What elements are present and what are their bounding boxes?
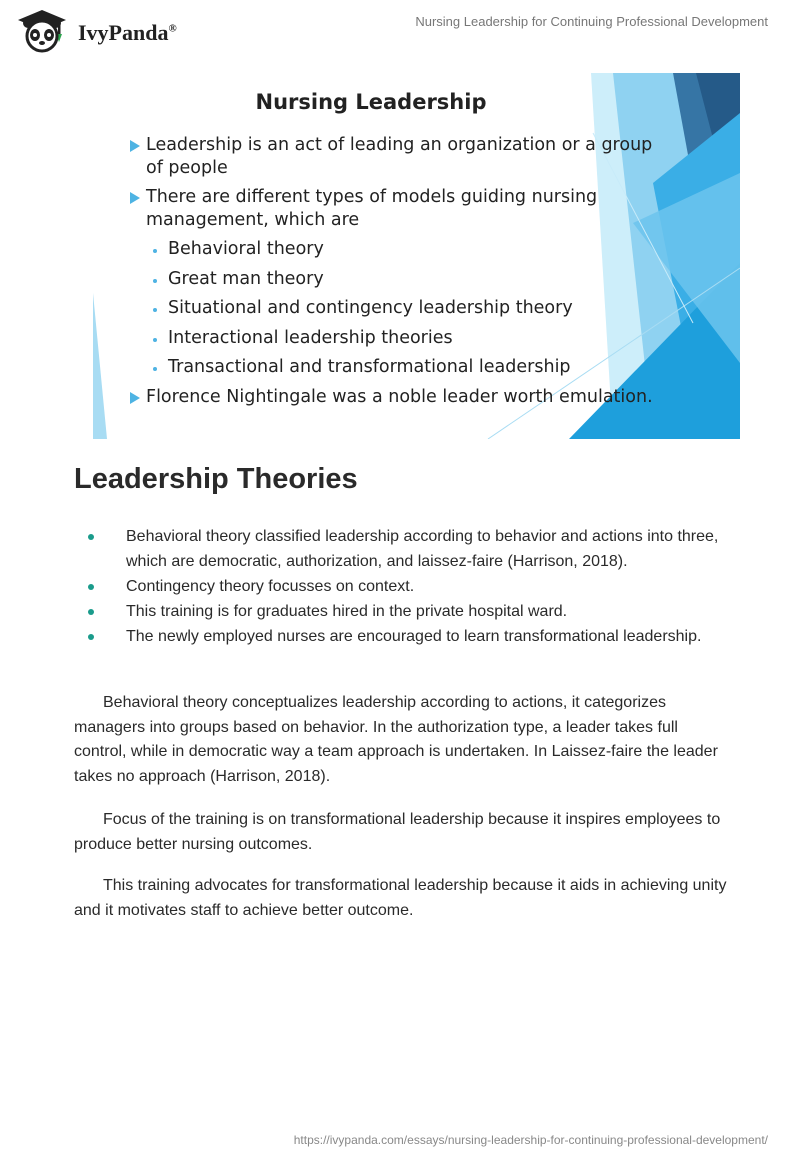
body-paragraph: Behavioral theory conceptualizes leadership according to actions, it categorizes managers into groups based on behavior. In the authorization type, a leader takes full control, while in democratic way a team approach is undertaken. In Laissez-faire the leader takes no approach (Harrison, 2018).: [74, 694, 718, 785]
slide-sub-bullet-dot: [153, 279, 157, 283]
body-paragraph: This training advocates for transformational leadership because it aids in achieving unity and it motivates staff to achieve better outcome.: [74, 877, 727, 919]
slide-line: Florence Nightingale was a noble leader worth emulation.: [146, 387, 653, 407]
bullet-dot-icon: [88, 609, 94, 615]
slide-title: Nursing Leadership: [255, 90, 487, 114]
slide-line: Interactional leadership theories: [168, 328, 453, 348]
slide-sub-bullet-dot: [153, 338, 157, 342]
slide-line: management, which are: [146, 210, 360, 230]
slide-bullet-arrow-icon: [130, 140, 140, 152]
document-title: Nursing Leadership for Continuing Professional Development: [415, 14, 768, 29]
slide-bullet-arrow-icon: [130, 392, 140, 404]
list-item: Contingency theory focusses on context.: [74, 574, 734, 599]
slide-line: Behavioral theory: [168, 239, 324, 259]
panda-mortarboard-icon: [14, 8, 70, 54]
logo-wordmark: IvyPanda®: [78, 20, 177, 45]
list-item: This training is for graduates hired in the private hospital ward.: [74, 599, 734, 624]
slide-line: Leadership is an act of leading an organization or a group: [146, 135, 653, 155]
slide-sub-bullet-dot: [153, 249, 157, 253]
section-heading: Leadership Theories: [74, 463, 358, 495]
slide-line: Situational and contingency leadership theory: [168, 298, 573, 318]
slide-bullet-arrow-icon: [130, 192, 140, 204]
body-paragraph: Focus of the training is on transformational leadership because it inspires employees to produce better nursing outcomes.: [74, 811, 721, 853]
slide-line: of people: [146, 158, 228, 178]
slide-image: [93, 73, 740, 439]
slide-line: There are different types of models guiding nursing: [146, 187, 598, 207]
bullet-dot-icon: [88, 634, 94, 640]
slide-sub-bullet-dot: [153, 308, 157, 312]
slide-sub-bullet-dot: [153, 367, 157, 371]
slide-line: Transactional and transformational leadership: [168, 357, 571, 377]
page-header: [0, 0, 800, 60]
list-item: Behavioral theory classified leadership according to behavior and actions into three, which are democratic, authorization, and laissez-faire (Harrison, 2018).: [74, 524, 734, 574]
bullet-list: [74, 524, 734, 649]
bullet-dot-icon: [88, 584, 94, 590]
list-item: The newly employed nurses are encouraged to learn transformational leadership.: [74, 624, 734, 649]
slide-line: Great man theory: [168, 269, 324, 289]
ivypanda-logo[interactable]: [14, 8, 194, 54]
bullet-dot-icon: [88, 534, 94, 540]
source-url-link[interactable]: https://ivypanda.com/essays/nursing-leadership-for-continuing-professional-development/: [293, 1133, 768, 1147]
